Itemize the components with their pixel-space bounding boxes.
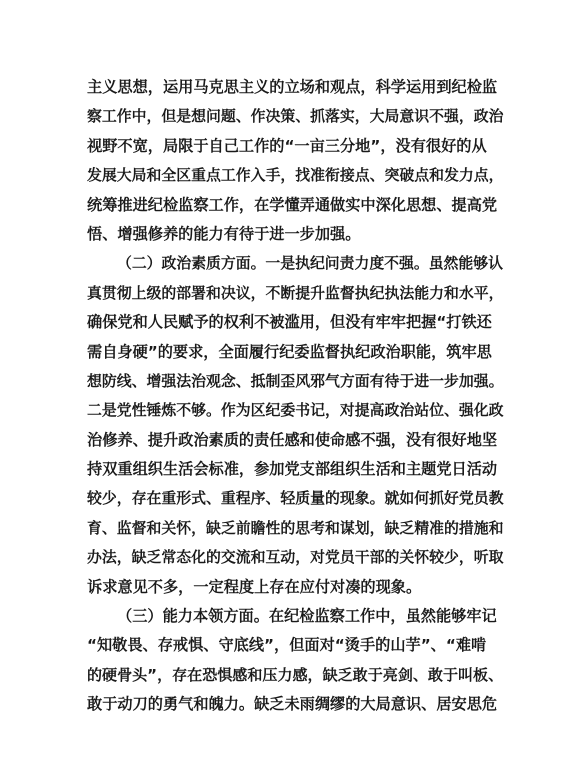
paragraph-2	[87, 249, 503, 602]
text-line: 治修养、提升政治素质的责任感和使命感不强，没有很好地坚	[87, 430, 498, 449]
text-line: 办法，缺乏常态化的交流和互动，对党员干部的关怀较少，听取	[87, 548, 504, 567]
text-line: 二是党性锤炼不够。作为区纪委书记，对提高政治站位、强化政	[87, 401, 504, 420]
text-line: 诉求意见不多，一定程度上存在应付对凑的现象。	[87, 577, 422, 596]
text-line: 想防线、增强法治观念、抵制歪风邪气方面有待于进一步加强。	[87, 371, 504, 390]
paragraph-1	[87, 73, 503, 249]
text-line: 视野不宽，局限于自己工作的“一亩三分地”，没有很好的从	[87, 136, 487, 155]
text-line: 敢于动刀的勇气和魄力。缺乏未雨绸缪的大局意识、居安思危	[87, 695, 498, 714]
text-line: 察工作中，但是想问题、作决策、抓落实，大局意识不强，政治	[87, 107, 504, 126]
text-line: 的硬骨头”，存在恐惧感和压力感，缺乏敢于亮剑、敢于叫板、	[87, 665, 504, 684]
text-line: （三）能力本领方面。在纪检监察工作中，虽然能够牢记	[117, 607, 497, 626]
text-line: 确保党和人民赋予的权利不被滥用，但没有牢牢把握“打铁还	[87, 313, 492, 332]
text-line: 需自身硬”的要求，全面履行纪委监督执纪政治职能，筑牢思	[87, 342, 492, 361]
text-line: 真贯彻上级的部署和决议，不断提升监督执纪执法能力和水平，	[87, 283, 504, 302]
text-line: 育、监督和关怀，缺乏前瞻性的思考和谋划，缺乏精准的措施和	[87, 518, 504, 537]
text-line: 主义思想，运用马克思主义的立场和观点，科学运用到纪检监	[87, 78, 498, 96]
text-line: 发展大局和全区重点工作入手，找准衔接点、突破点和发力点，	[87, 166, 504, 185]
text-line: “知敬畏、存戒惧、守底线”，但面对“烫手的山芋”、“难啃	[87, 636, 487, 655]
text-line: 统筹推进纪检监察工作，在学懂弄通做实中深化思想、提高党	[87, 195, 498, 214]
document-body	[87, 73, 503, 720]
text-line: （二）政治素质方面。一是执纪问责力度不强。虽然能够认	[117, 254, 503, 273]
text-line: 较少，存在重形式、重程序、轻质量的现象。就如何抓好党员教	[87, 489, 504, 508]
text-line: 悟、增强修养的能力有待于进一步加强。	[87, 224, 361, 243]
paragraph-3	[87, 602, 503, 720]
text-line: 持双重组织生活会标准，参加党支部组织生活和主题党日活动	[87, 460, 498, 479]
